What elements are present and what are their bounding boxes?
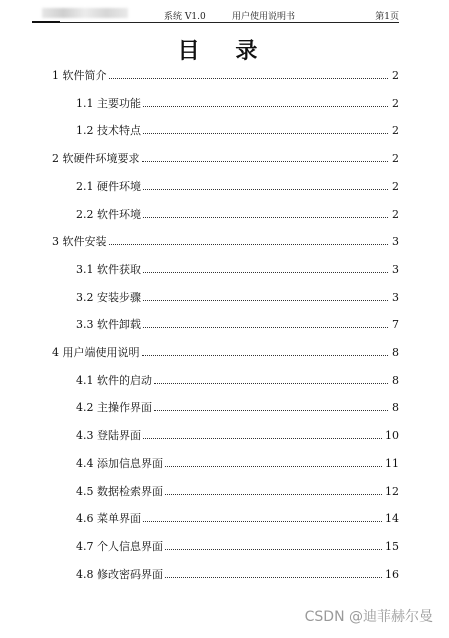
toc-entry-label: 用户端使用说明 <box>62 346 140 359</box>
header-manual-text: 用户使用说明书 <box>232 12 296 22</box>
toc-entry-number: 2.1 <box>76 179 97 193</box>
toc-entry-number: 3.2 <box>76 290 97 304</box>
toc-dot-leader <box>143 106 388 107</box>
toc-entry-number: 4.7 <box>76 539 97 553</box>
toc-dot-leader <box>143 272 388 273</box>
toc-entry-label: 软件卸载 <box>97 318 141 332</box>
watermark: CSDN @迪菲赫尔曼 <box>304 609 433 625</box>
toc-dot-leader <box>143 438 382 439</box>
toc-entry-number: 4 <box>52 346 63 359</box>
toc-entry-label: 软件获取 <box>97 262 141 276</box>
header-accent-rule <box>32 21 60 23</box>
toc-dot-leader <box>143 327 388 328</box>
toc-entry-label: 软件的启动 <box>97 373 152 387</box>
toc-dot-leader <box>154 410 388 411</box>
toc-entry-number: 4.6 <box>76 512 97 526</box>
toc-entry[interactable] <box>76 567 399 581</box>
toc-entry-label: 数据检索界面 <box>97 484 163 498</box>
toc-entry-number: 3.3 <box>76 318 97 332</box>
toc-entry[interactable] <box>76 484 399 498</box>
toc-entry[interactable] <box>52 151 399 165</box>
toc-entry-label: 主操作界面 <box>97 401 152 415</box>
toc-entry-number: 2 <box>52 152 63 166</box>
toc-dot-leader <box>165 466 382 467</box>
toc-entry-page: 12 <box>385 484 399 498</box>
toc-dot-leader <box>165 577 382 578</box>
toc-entry-number: 1 <box>52 69 63 82</box>
redacted-text-blur <box>42 8 128 18</box>
toc-entry-label: 硬件环境 <box>97 179 141 193</box>
toc-dot-leader <box>143 133 388 134</box>
toc-entry[interactable] <box>76 373 399 387</box>
toc-entry[interactable] <box>76 456 399 470</box>
toc-entry-label: 修改密码界面 <box>97 567 163 581</box>
header-page-number: 第1页 <box>375 12 399 22</box>
toc-entry[interactable] <box>76 290 399 304</box>
toc-dot-leader <box>109 244 389 245</box>
toc-entry[interactable] <box>76 123 399 137</box>
toc-entry-label: 软件简介 <box>62 69 107 82</box>
toc-entry[interactable] <box>76 511 399 525</box>
toc-entry-page: 10 <box>385 429 399 443</box>
toc-entry-number: 1.1 <box>76 96 97 110</box>
toc-entry[interactable] <box>52 68 399 82</box>
toc-dot-leader <box>143 217 388 218</box>
toc-entry-label: 软硬件环境要求 <box>62 152 140 166</box>
toc-entry-page: 8 <box>392 373 399 387</box>
toc-entry-label: 技术特点 <box>97 124 141 138</box>
toc-entry-page: 2 <box>392 124 399 138</box>
toc-entry[interactable] <box>52 345 399 359</box>
toc-entry-page: 3 <box>392 235 399 249</box>
toc-entry[interactable] <box>76 317 399 331</box>
toc-entry-page: 11 <box>385 456 399 470</box>
toc-entry[interactable] <box>76 262 399 276</box>
toc-entry[interactable] <box>76 96 399 110</box>
toc-entry-number: 2.2 <box>76 207 97 221</box>
toc-entry-label: 安装步骤 <box>97 290 141 304</box>
toc-entry-label: 主要功能 <box>97 96 141 110</box>
toc-dot-leader <box>165 549 382 550</box>
toc-dot-leader <box>143 189 388 190</box>
toc-entry-label: 软件安装 <box>62 235 107 249</box>
toc-entry-page: 2 <box>392 207 399 221</box>
toc-entry-page: 14 <box>385 512 399 526</box>
toc-entry-label: 软件环境 <box>97 207 141 221</box>
toc-entry-page: 2 <box>392 152 399 166</box>
toc-entry-number: 4.3 <box>76 429 97 443</box>
toc-entry-number: 1.2 <box>76 124 97 138</box>
toc-entry[interactable] <box>76 428 399 442</box>
toc-entry-label: 个人信息界面 <box>97 539 163 553</box>
toc-entry-number: 4.8 <box>76 567 97 581</box>
toc-entry[interactable] <box>76 207 399 221</box>
toc-entry-page: 3 <box>392 290 399 304</box>
toc-entry-number: 4.4 <box>76 456 97 470</box>
toc-dot-leader <box>165 494 382 495</box>
toc-entry-page: 16 <box>385 567 399 581</box>
toc-dot-leader <box>142 161 389 162</box>
toc-entry-page: 8 <box>392 346 399 359</box>
toc-entry-page: 15 <box>385 539 399 553</box>
toc-entry-page: 8 <box>392 401 399 415</box>
page-header <box>32 6 399 23</box>
toc-entry-page: 3 <box>392 262 399 276</box>
toc-entry-page: 2 <box>392 69 399 82</box>
toc-entry[interactable] <box>52 234 399 248</box>
toc-entry-label: 登陆界面 <box>97 429 141 443</box>
toc-entry[interactable] <box>76 400 399 414</box>
toc-dot-leader <box>143 300 388 301</box>
toc-entry-number: 4.5 <box>76 484 97 498</box>
toc-entry-number: 3 <box>52 235 63 249</box>
toc-entry-number: 4.2 <box>76 401 97 415</box>
toc-entry[interactable] <box>76 179 399 193</box>
toc-entry-page: 2 <box>392 96 399 110</box>
toc-entry-page: 7 <box>392 318 399 332</box>
toc-entry-label: 添加信息界面 <box>97 456 163 470</box>
toc-entry-label: 菜单界面 <box>97 512 141 526</box>
page-title: 目 录 <box>177 38 272 64</box>
toc-entry-page: 2 <box>392 179 399 193</box>
toc-dot-leader <box>109 78 389 79</box>
toc-entry[interactable] <box>76 539 399 553</box>
toc-entry-number: 3.1 <box>76 262 97 276</box>
toc-entry-number: 4.1 <box>76 373 97 387</box>
toc-dot-leader <box>154 383 388 384</box>
toc-dot-leader <box>143 521 382 522</box>
header-system-text: 系统 V1.0 <box>164 12 206 22</box>
toc-dot-leader <box>142 355 389 356</box>
